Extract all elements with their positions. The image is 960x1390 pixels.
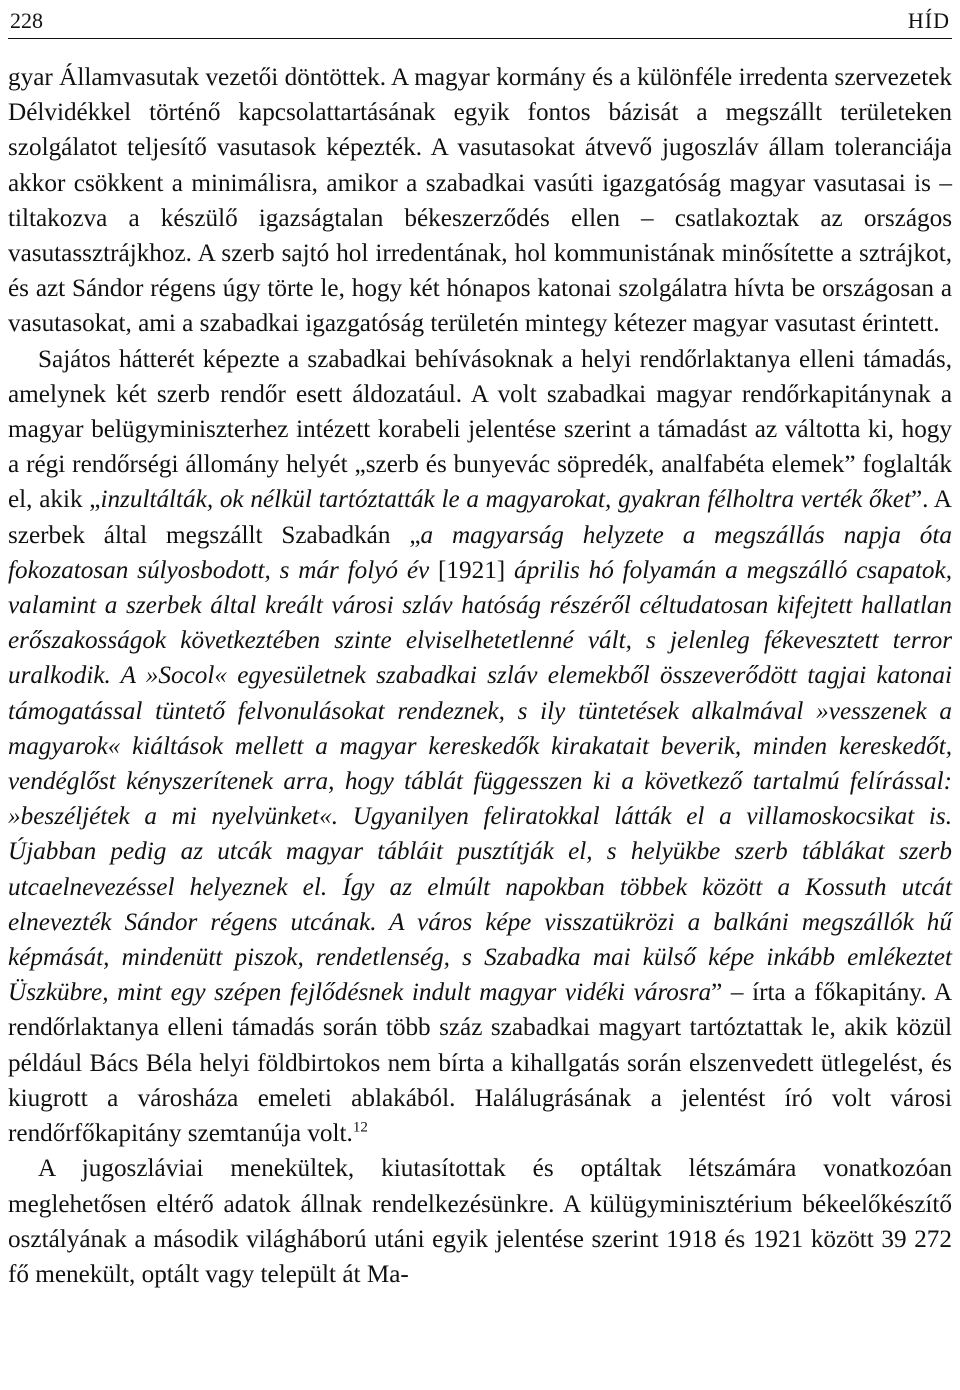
journal-title: HÍD (907, 8, 950, 33)
quoted-text: inzultálták, ok nélkül tartóztatták le a magyarokat, gyakran félholtra verték őket (100, 486, 911, 514)
paragraph (8, 342, 952, 1152)
quoted-text: a magyarság helyzete a megszállás napja óta fokozatosan súlyosbodott, s már folyó év (8, 521, 952, 584)
page-header (8, 4, 952, 39)
footnote-reference: 12 (352, 1119, 368, 1136)
text-segment: gyar Államvasutak vezetői döntöttek. A magyar kormány és a különféle irredenta szervezetek Délvidékkel történő kapcsolattartásának egyik fontos bázisát a megszállt területeken szolgálatot teljesítő vasutasok képezték. A vasutasokat átvevő jugoszláv állam toleranciája akkor csökkent a minimálisra, amikor a szabadkai vasúti igazgatóság magyar vasutasai is – tiltakozva a készülő igazságtalan békeszerződés ellen – csatlakoztak az országos vasutassztrájkhoz. A szerb sajtó hol irredentának, hol kommunistának minősítette a sztrájkot, és azt Sándor régens úgy törte le, hogy két hónapos katonai szolgálatra hívta be országosan a vasutasokat, ami a szabadkai igazgatóság területén mintegy kétezer magyar vasutast érintett. (8, 64, 952, 338)
quoted-text: április hó folyamán a megszálló csapatok, valamint a szerbek által kreált városi szláv hatóság részéről céltudatosan kifejtett hallatlan erőszakosságok következtében szinte elviselhetetlenné vált, s jelenleg fékevesztett terror uralkodik. A »Socol« egyesületnek szabadkai szláv elemekből összeverődött tagjai katonai támogatással tüntető felvonulásokat rendeznek, s ily tüntetések alkalmával »vesszenek a magyarok« kiáltások mellett a magyar kereskedők kirakatait beverik, minden kereskedőt, vendéglőst kényszerítenek arra, hogy táblát függesszen ki a következő tartalmú felírással: »beszéljétek a mi nyelvünket«. Ugyanilyen feliratokkal látták el a villamoskocsikat is. Újabban pedig az utcák magyar tábláit pusztítják el, s helyükbe szerb táblákat szerb utcaelnevezéssel helyeznek el. Így az elmúlt napokban többek között a Kossuth utcát elnevezték Sándor régens utcának. A város képe visszatükrözi a balkáni megszállók hű képmását, mindenütt piszok, rendetlenség, s Szabadka mai külső képe inkább emlékeztet Üszkübre, mint egy szépen fejlődésnek indult magyar vidéki városra (8, 556, 952, 1007)
text-segment: ”. A szerbek által megszállt Szabadkán „ (8, 486, 952, 549)
text-segment: ” – írta a főkapitány. A rendőrlaktanya elleni támadás során több száz szabadkai magyart tartóztattak le, akik közül például Bács Béla helyi földbirtokos nem bírta a kihallgatás során elszenvedett ütlegelést, és kiugrott a városháza emeleti ablakából. Halálugrásának a jelentést író volt városi rendőrfőkapitány szemtanúja volt. (8, 979, 953, 1148)
text-segment: Sajátos hátterét képezte a szabadkai behívásoknak a helyi rendőrlaktanya elleni támadás, amelynek két szerb rendőr esett áldozatául. A volt szabadkai magyar rendőrkapitánynak a magyar belügyminiszterhez intézett korabeli jelentése szerint a támadást az váltotta ki, hogy a régi rendőrségi állomány helyét „szerb és bunyevác söpredék, analfabéta elemek” foglalták el, akik „ (8, 345, 952, 514)
text-segment: A jugoszláviai menekültek, kiutasítottak és optáltak létszámára vonatkozóan meglehetősen eltérő adatok állnak rendelkezésünkre. A külügyminisztérium békeelőkészítő osztályának a második világháború utáni egyik jelentése szerint 1918 és 1921 között 39 272 fő menekült, optált vagy települt át Ma- (8, 1155, 952, 1288)
paragraph (8, 1151, 952, 1292)
text-segment: [1921] (429, 556, 514, 584)
body-text (8, 60, 952, 1292)
paragraph (8, 60, 952, 342)
page-number: 228 (10, 8, 43, 33)
